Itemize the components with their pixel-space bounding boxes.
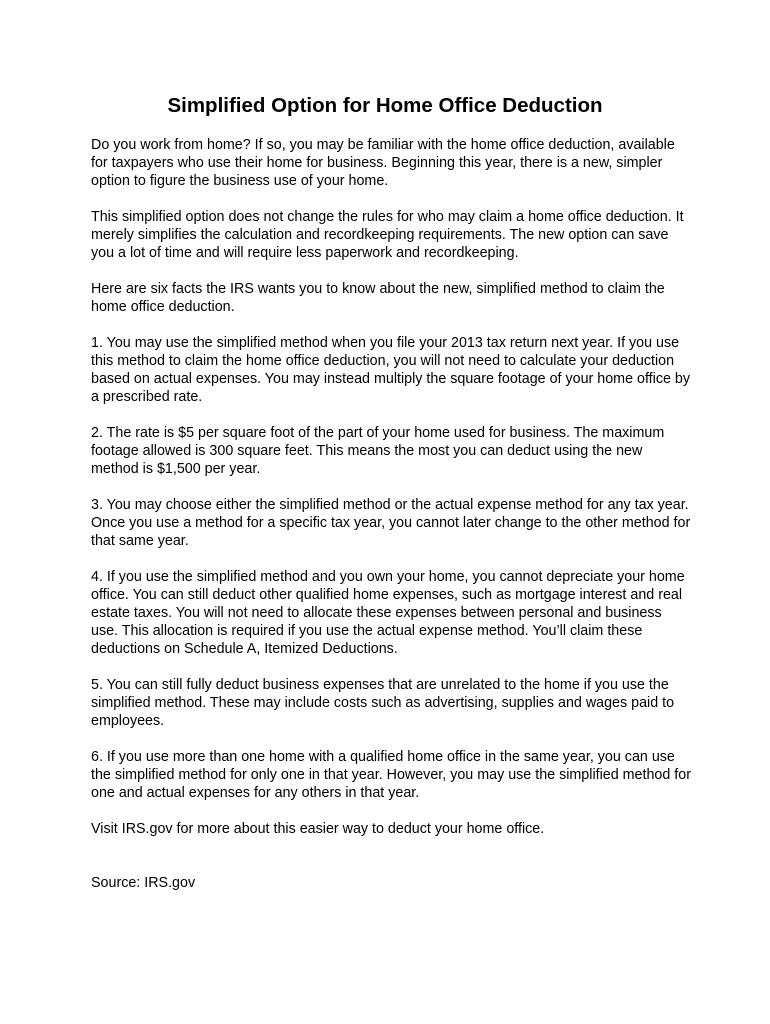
- document-body: [91, 136, 691, 892]
- closing-paragraph: Visit IRS.gov for more about this easier way to deduct your home office.: [91, 821, 545, 837]
- fact-1-paragraph: 1. You may use the simplified method when you file your 2013 tax return next year. If you use this method to claim the home office deduction, you will not need to calculate your deduction based on actual expenses. You may instead multiply the square footage of your home office by a prescribed rate.: [91, 335, 691, 405]
- fact-2-paragraph: 2. The rate is $5 per square foot of the part of your home used for business. The maximum footage allowed is 300 square feet. This means the most you can deduct using the new method is $1,500 per year.: [91, 425, 665, 477]
- fact-3-paragraph: 3. You may choose either the simplified method or the actual expense method for any tax year. Once you use a method for a specific tax year, you cannot later change to the other method for that same year.: [91, 497, 691, 549]
- fact-6-paragraph: 6. If you use more than one home with a qualified home office in the same year, you can use the simplified method for only one in that year. However, you may use the simplified method for one and actual expenses for any others in that year.: [91, 749, 691, 801]
- six-facts-intro-paragraph: Here are six facts the IRS wants you to know about the new, simplified method to claim the home office deduction.: [91, 281, 665, 315]
- document-title: Simplified Option for Home Office Deduction: [167, 94, 603, 117]
- fact-5-paragraph: 5. You can still fully deduct business expenses that are unrelated to the home if you use the simplified method. These may include costs such as advertising, supplies and wages paid to employees.: [91, 677, 675, 729]
- intro-paragraph: Do you work from home? If so, you may be familiar with the home office deduction, available for taxpayers who use their home for business. Beginning this year, there is a new, simpler option to figure the business use of your home.: [91, 137, 675, 189]
- source-line: Source: IRS.gov: [91, 875, 196, 891]
- fact-4-paragraph: 4. If you use the simplified method and you own your home, you cannot depreciate your home office. You can still deduct other qualified home expenses, such as mortgage interest and real estate taxes. You will not need to allocate these expenses between personal and business use. This allocation is required if you use the actual expense method. You’ll claim these deductions on Schedule A, Itemized Deductions.: [91, 569, 685, 657]
- simplified-option-paragraph: This simplified option does not change the rules for who may claim a home office deduction. It merely simplifies the calculation and recordkeeping requirements. The new option can save you a lot of time and will require less paperwork and recordkeeping.: [91, 209, 684, 261]
